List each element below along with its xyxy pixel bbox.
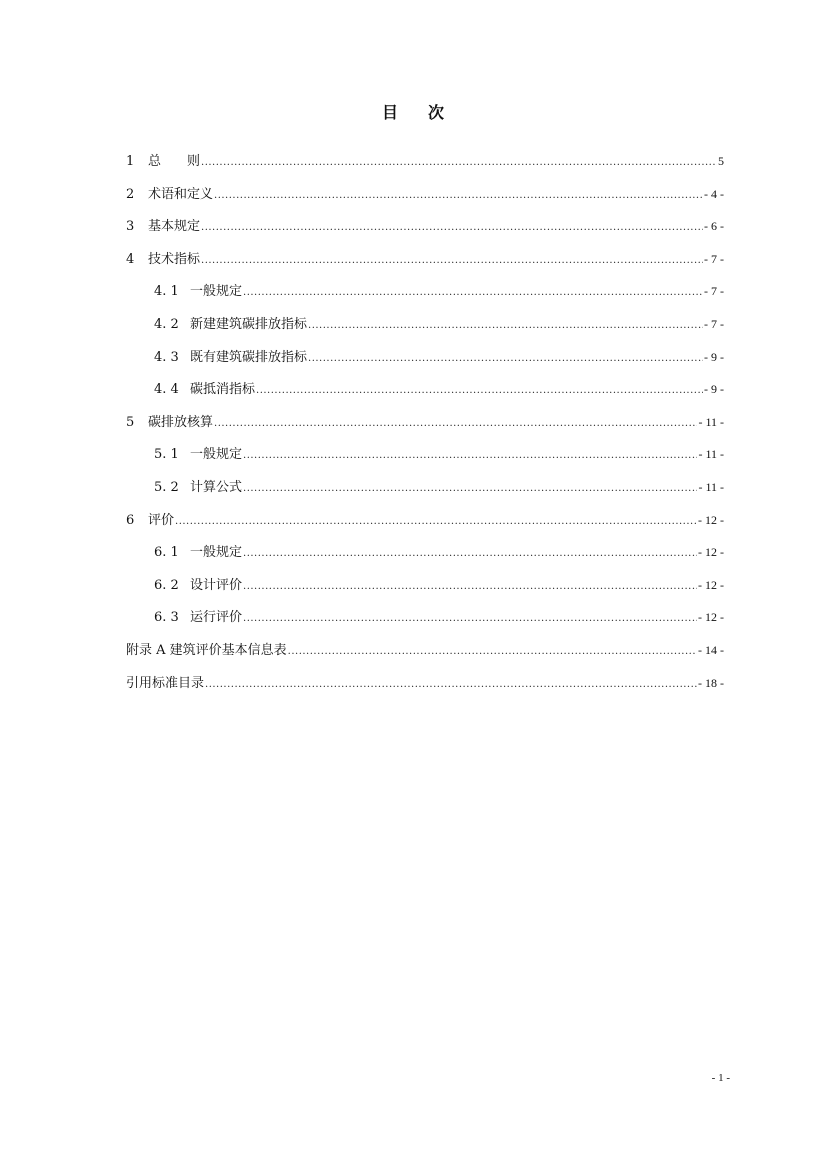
title-char-2: 次 <box>428 103 445 122</box>
toc-entry-number: 4. 3 <box>154 349 179 365</box>
page-number-footer: - 1 - <box>711 1072 730 1084</box>
toc-entry-label: 术语和定义 <box>148 186 214 202</box>
toc-entry[interactable] <box>126 606 724 639</box>
toc-entry-page: 5 <box>718 154 724 168</box>
toc-entry-page: - 7 - <box>704 284 724 299</box>
title-char-1: 目 <box>381 103 398 122</box>
toc-entry-page: - 18 - <box>698 675 724 690</box>
toc-leader-dots <box>243 450 697 461</box>
toc-entry-number: 5. 2 <box>154 479 179 495</box>
table-of-contents <box>126 150 724 704</box>
toc-leader-dots <box>243 613 697 624</box>
toc-leader-dots <box>243 483 697 494</box>
toc-leader-dots <box>256 385 703 396</box>
toc-entry-label: 计算公式 <box>190 479 243 495</box>
toc-entry-number: 3 <box>126 219 135 235</box>
toc-entry-page: - 9 - <box>704 382 724 397</box>
toc-entry[interactable] <box>126 150 724 183</box>
toc-entry-number: 6. 1 <box>154 545 179 561</box>
toc-entry-label: 新建建筑碳排放指标 <box>190 316 308 332</box>
toc-entry-label: 设计评价 <box>190 577 243 593</box>
toc-leader-dots <box>175 516 697 527</box>
toc-entry[interactable] <box>126 541 724 574</box>
toc-entry-label: 运行评价 <box>190 610 243 626</box>
toc-entry-page: - 14 - <box>698 642 724 657</box>
toc-entry-label: 附录 A 建筑评价基本信息表 <box>126 642 287 658</box>
toc-leader-dots <box>214 190 703 201</box>
toc-entry-label: 技术指标 <box>148 251 201 267</box>
toc-entry[interactable] <box>126 183 724 216</box>
toc-entry-number: 1 <box>126 154 135 169</box>
toc-entry-number: 2 <box>126 186 135 202</box>
toc-entry[interactable] <box>126 476 724 509</box>
toc-leader-dots <box>214 418 697 429</box>
toc-entry-number: 5. 1 <box>154 447 179 463</box>
toc-entry-page: - 11 - <box>698 447 724 462</box>
page-title <box>0 100 826 123</box>
toc-entry[interactable] <box>126 443 724 476</box>
toc-entry-page: - 12 - <box>698 545 724 560</box>
toc-entry-page: - 12 - <box>698 512 724 527</box>
toc-entry[interactable] <box>126 313 724 346</box>
toc-entry-page: - 12 - <box>698 610 724 625</box>
toc-leader-dots <box>308 320 703 331</box>
toc-entry-number: 6. 3 <box>154 610 179 626</box>
toc-entry-label: 基本规定 <box>148 219 201 235</box>
toc-entry-page: - 12 - <box>698 577 724 592</box>
toc-entry-number: 5 <box>126 414 135 430</box>
toc-entry-number: 4 <box>126 251 135 267</box>
toc-entry-page: - 11 - <box>698 414 724 429</box>
toc-entry[interactable] <box>126 215 724 248</box>
toc-entry-page: - 11 - <box>698 479 724 494</box>
toc-entry-number: 6 <box>126 512 135 528</box>
toc-leader-dots <box>243 548 697 559</box>
toc-entry-label: 碳抵消指标 <box>190 382 256 398</box>
toc-leader-dots <box>205 679 697 690</box>
toc-leader-dots <box>201 255 703 266</box>
toc-entry-label: 碳排放核算 <box>148 414 214 430</box>
toc-entry[interactable] <box>126 280 724 313</box>
toc-entry[interactable] <box>126 346 724 379</box>
toc-entry-label: 评价 <box>148 512 175 528</box>
toc-entry[interactable] <box>126 574 724 607</box>
toc-entry-number: 4. 4 <box>154 382 179 398</box>
toc-entry[interactable] <box>126 639 724 672</box>
toc-entry[interactable] <box>126 509 724 542</box>
toc-entry-label: 引用标准目录 <box>126 675 205 691</box>
toc-leader-dots <box>201 157 717 168</box>
toc-entry-label: 既有建筑碳排放指标 <box>190 349 308 365</box>
toc-entry[interactable] <box>126 411 724 444</box>
toc-leader-dots <box>308 353 703 364</box>
toc-leader-dots <box>201 222 703 233</box>
toc-entry[interactable] <box>126 672 724 705</box>
toc-leader-dots <box>243 581 697 592</box>
toc-entry-page: - 7 - <box>704 251 724 266</box>
toc-entry-number: 4. 2 <box>154 316 179 332</box>
toc-entry-number: 6. 2 <box>154 577 179 593</box>
toc-entry-page: - 4 - <box>704 186 724 201</box>
toc-entry[interactable] <box>126 378 724 411</box>
toc-entry-label: 一般规定 <box>190 284 243 300</box>
toc-entry[interactable] <box>126 248 724 281</box>
toc-entry-label: 总 则 <box>148 154 201 169</box>
toc-entry-number: 4. 1 <box>154 284 179 300</box>
toc-entry-label: 一般规定 <box>190 447 243 463</box>
toc-entry-page: - 7 - <box>704 316 724 331</box>
toc-leader-dots <box>243 287 703 298</box>
toc-entry-page: - 6 - <box>704 219 724 234</box>
toc-entry-page: - 9 - <box>704 349 724 364</box>
toc-leader-dots <box>288 646 697 657</box>
toc-entry-label: 一般规定 <box>190 545 243 561</box>
